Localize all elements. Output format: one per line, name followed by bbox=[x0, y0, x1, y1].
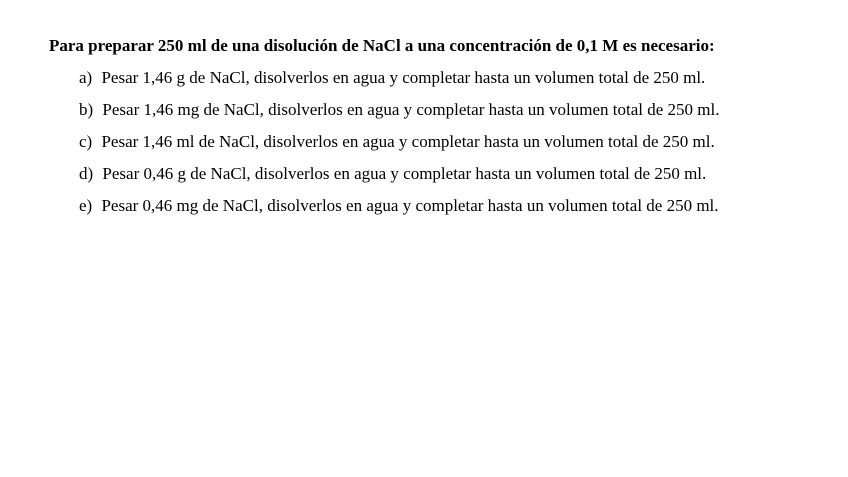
option-text: Pesar 1,46 ml de NaCl, disolverlos en agua y completar hasta un volumen total de 250 ml. bbox=[101, 132, 715, 151]
answer-option-d bbox=[79, 163, 839, 185]
question-stem: Para preparar 250 ml de una disolución de NaCl a una concentración de 0,1 M es necesario: bbox=[49, 36, 715, 55]
answer-option-b bbox=[79, 99, 839, 121]
answer-option-a bbox=[79, 67, 839, 89]
answer-options-list bbox=[49, 67, 839, 217]
question-block bbox=[49, 35, 839, 227]
answer-option-c bbox=[79, 131, 839, 153]
answer-option-e bbox=[79, 195, 839, 217]
option-text: Pesar 1,46 g de NaCl, disolverlos en agua y completar hasta un volumen total de 250 ml. bbox=[101, 68, 706, 87]
option-letter: c) bbox=[79, 132, 93, 151]
option-text: Pesar 0,46 g de NaCl, disolverlos en agua y completar hasta un volumen total de 250 ml. bbox=[102, 164, 707, 183]
option-letter: b) bbox=[79, 100, 94, 119]
option-text: Pesar 1,46 mg de NaCl, disolverlos en agua y completar hasta un volumen total de 250 ml. bbox=[102, 100, 720, 119]
option-letter: e) bbox=[79, 196, 93, 215]
option-letter: d) bbox=[79, 164, 94, 183]
option-text: Pesar 0,46 mg de NaCl, disolverlos en agua y completar hasta un volumen total de 250 ml. bbox=[101, 196, 719, 215]
option-letter: a) bbox=[79, 68, 93, 87]
